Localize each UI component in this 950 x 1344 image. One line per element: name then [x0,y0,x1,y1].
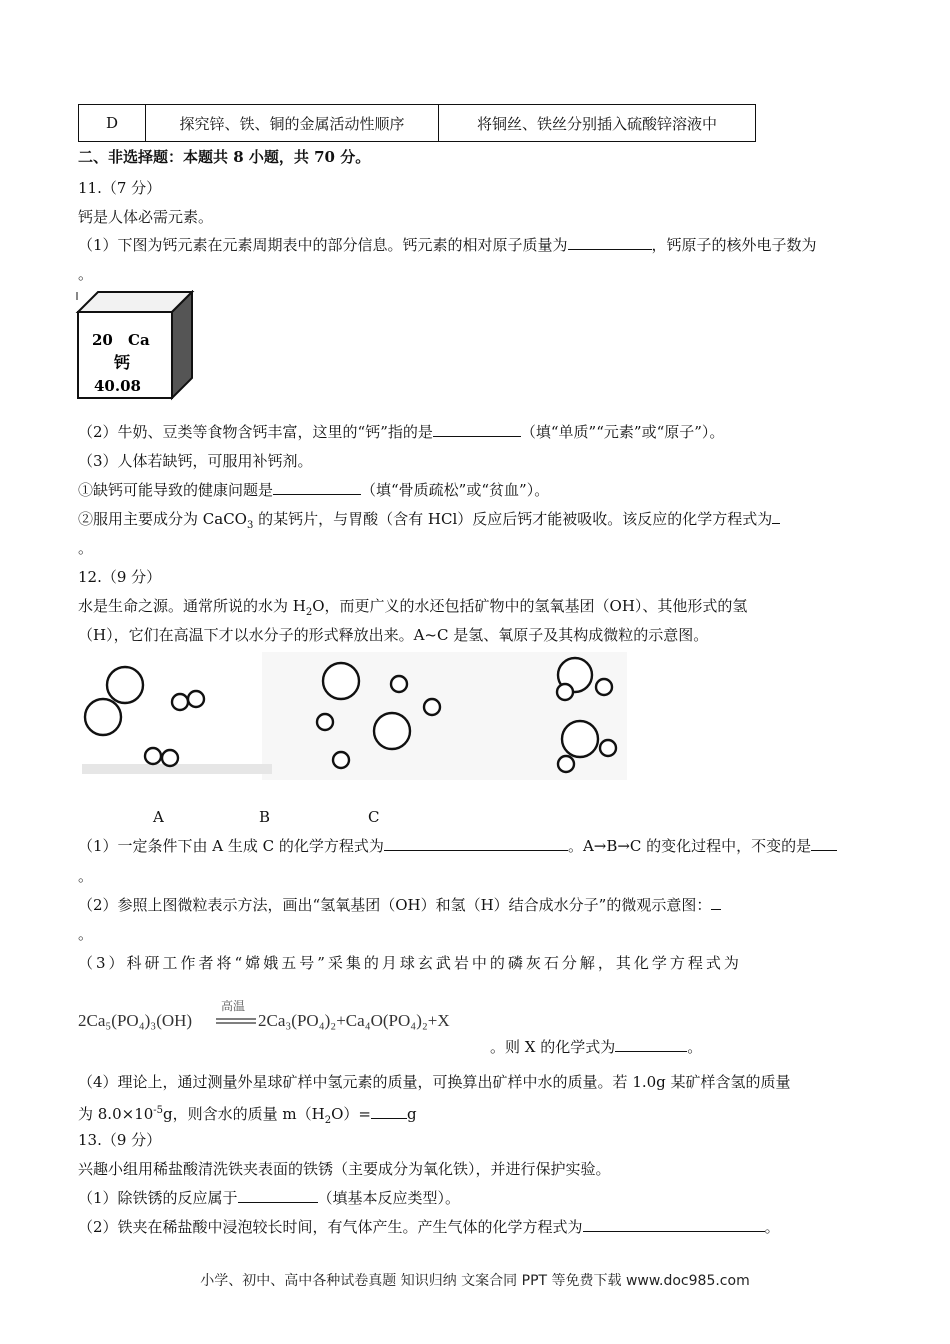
q12-p3: （3）科研工作者将“嫦娥五号”采集的月球玄武岩中的磷灰石分解，其化学方程式为 [78,954,742,972]
q12-p3-x: 。则 X 的化学式为 。 [490,1038,703,1056]
hydrogen-atom [172,694,188,710]
q12-p4-b: 为 $8.0\times 10^{-5}g$，则含水的质量 $m(H_2O)= g$ [78,1105,417,1126]
q11-p2: （2）牛奶、豆类等食物含钙丰富，这里的“钙”指的是 （填“单质”“元素”或“原子”）。 [78,423,725,441]
hydrogen-atom [391,676,407,692]
q12-intro-2: （H），它们在高温下才以水分子的形式释放出来。A~C 是氢、氧原子及其构成微粒的示意图。 [78,626,709,644]
hydrogen-atom [558,756,574,772]
hydrogen-atom [333,752,349,768]
q12-p2-end: 。 [78,925,94,943]
option-table [78,104,756,142]
section-heading: 二、非选择题：本题共 8 小题，共 70 分。 [78,148,371,166]
answer-blank[interactable] [238,1188,318,1203]
table-row [79,105,756,142]
chemical-equation [78,1000,518,1040]
oxygen-atom [107,667,143,703]
diagram-label-a: A [153,808,164,826]
particle-diagram [82,652,627,784]
answer-blank[interactable] [615,1037,687,1052]
answer-blank[interactable] [583,1217,765,1232]
q11-p1: （1）下图为钙元素在元素周期表中的部分信息。钙元素的相对原子质量为 ，钙原子的核外电子数为 [78,236,817,254]
answer-blank[interactable] [772,509,780,524]
q12-intro: 水是生命之源。通常所说的水为 $H_2O$，而更广义的水还包括矿物中的氢氧基团（OH）、其他形式的氢 [78,597,748,618]
answer-blank[interactable] [384,836,568,851]
hydrogen-atom [424,699,440,715]
equation-condition: 高温 [221,1000,246,1013]
option-method: 将铜丝、铁丝分别插入硫酸锌溶液中 [439,105,756,142]
hydrogen-atom [596,679,612,695]
q12-p2: （2）参照上图微粒表示方法，画出“氢氧基团（OH）和氢（H）结合成水分子”的微观示意图： [78,895,721,915]
q11-p3ii: ②服用主要成分为 CaCO$_3$ 的某钙片，与胃酸（含有 HCl）反应后钙才能被吸收。该反应的化学方程式为 [78,509,780,536]
equation-right: 2Ca₃(PO₄)₂+Ca₄O(PO₄)₂+X [258,1011,450,1030]
element-mass: 40.08 [94,377,141,395]
q12-p4: （4）理论上，通过测量外星球矿样中氢元素的质量，可换算出矿样中水的质量。若 1.0g 某矿样含氢的质量 [78,1073,791,1091]
oxygen-atom [85,699,121,735]
q11-p1-end: 。 [78,265,94,283]
oxygen-atom [562,721,598,757]
q13-intro: 兴趣小组用稀盐酸清洗铁夹表面的铁锈（主要成分为氧化铁），并进行保护实验。 [78,1160,611,1178]
calcium-element-card [74,290,198,406]
q12-header: 12.（9 分） [78,568,162,586]
element-number: 20 [92,331,113,349]
oxygen-atom [323,663,359,699]
q12-p1-end: 。 [78,867,94,885]
hydrogen-atom [317,714,333,730]
answer-blank[interactable] [711,895,721,910]
oxygen-atom [374,713,410,749]
answer-blank[interactable] [568,235,652,250]
hydrogen-atom [145,748,161,764]
hydrogen-atom [557,684,573,700]
answer-blank[interactable] [273,480,361,495]
answer-blank[interactable] [811,836,837,851]
q13-p1: （1）除铁锈的反应属于 （填基本反应类型）。 [78,1189,461,1207]
q11-p3: （3）人体若缺钙，可服用补钙剂。 [78,452,313,470]
q11-p3i: ①缺钙可能导致的健康问题是 （填“骨质疏松”或“贫血”）。 [78,481,550,499]
hydrogen-atom [188,691,204,707]
element-symbol: Ca [128,331,150,349]
equation-left: 2Ca₅(PO₄)₃(OH) [78,1011,193,1030]
page-footer: 小学、初中、高中各种试卷真题 知识归纳 文案合同 PPT 等免费下载 www.doc985.com [200,1273,750,1289]
q11-p3ii-end: 。 [78,539,94,557]
diagram-label-b: B [259,808,271,826]
option-purpose: 探究锌、铁、铜的金属活动性顺序 [146,105,439,142]
element-name: 钙 [114,353,131,372]
q11-intro: 钙是人体必需元素。 [78,208,214,226]
answer-blank[interactable] [433,422,521,437]
q11-header: 11.（7 分） [78,179,162,197]
q13-p2: （2）铁夹在稀盐酸中浸泡较长时间，有气体产生。产生气体的化学方程式为 。 [78,1218,780,1236]
answer-blank[interactable] [371,1104,407,1119]
diagram-label-c: C [368,808,380,826]
hydrogen-atom [162,750,178,766]
q12-p1: （1）一定条件下由 A 生成 C 的化学方程式为 。A→B→C 的变化过程中，不变的是 [78,836,837,856]
hydrogen-atom [600,740,616,756]
q13-header: 13.（9 分） [78,1131,162,1149]
option-letter: D [79,105,146,142]
